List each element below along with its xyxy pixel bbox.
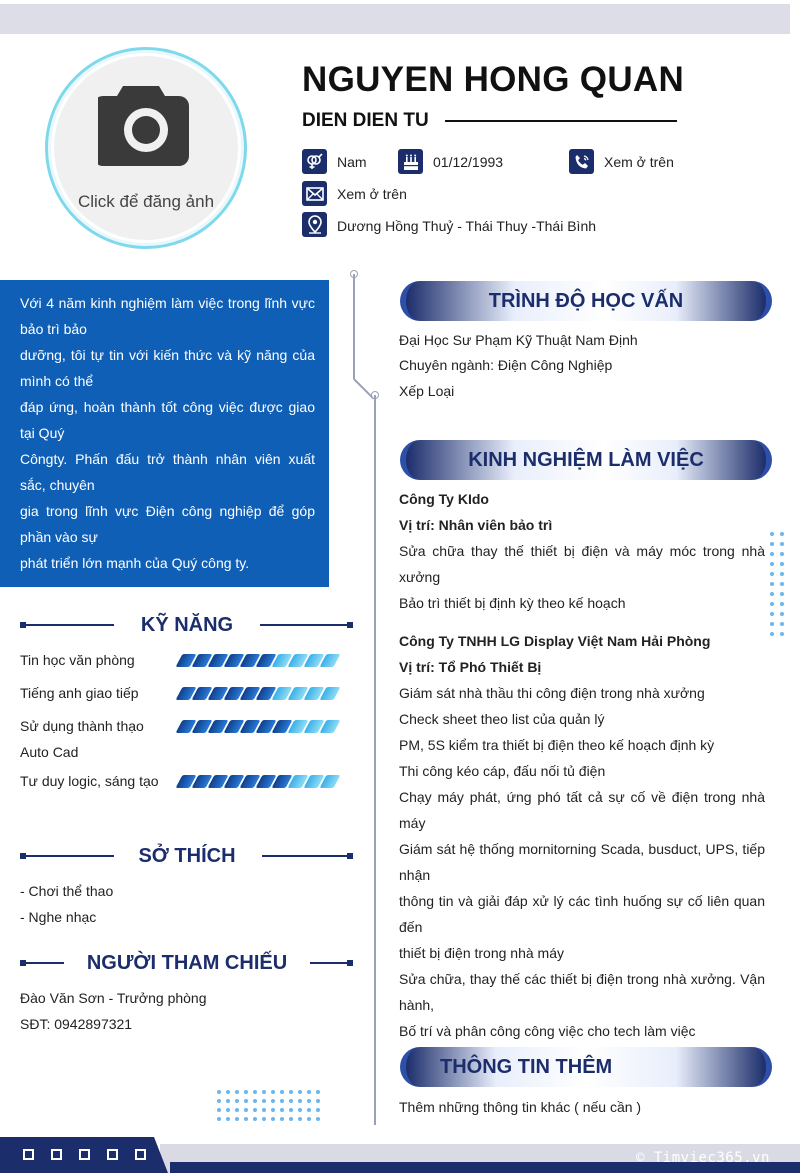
company-name: Công Ty TNHH LG Display Việt Nam Hải Phòng — [399, 633, 711, 649]
career-summary — [0, 280, 329, 587]
skills-heading: KỸ NĂNG — [140, 614, 234, 636]
footer-square-icon — [51, 1149, 62, 1160]
skill-rating-bar — [179, 687, 337, 700]
job-duty: Giám sát hệ thống mornitorning Scada, busduct, UPS, tiếp nhận — [399, 841, 765, 883]
job-duty: Giám sát nhà thầu thi công điện trong nhà xưởng — [399, 685, 705, 701]
education-heading-banner — [400, 281, 772, 321]
job-duty: Bố trí và phân công công việc cho tech làm việc — [399, 1023, 696, 1039]
watermark: © Timviec365.vn — [636, 1150, 770, 1166]
education-line: Chuyên ngành: Điện Công Nghiệp — [399, 357, 613, 373]
job-position: Vị trí: Tổ Phó Thiết Bị — [399, 659, 542, 675]
footer-square-icon — [135, 1149, 146, 1160]
candidate-name: NGUYEN HONG QUAN — [302, 60, 685, 99]
timeline-line — [353, 274, 355, 379]
birthday-cake-icon — [398, 149, 423, 174]
avatar-upload[interactable] — [45, 47, 247, 249]
summary-line: đáp ứng, hoàn thành tốt công việc được giao tại Quý — [20, 399, 315, 441]
email-icon — [302, 181, 327, 206]
job-duty: Sửa chữa, thay thế các thiết bị điện trong nhà xưởng. Vận hành, — [399, 971, 765, 1013]
education-line: Xếp Loại — [399, 383, 455, 399]
job-position: Vị trí: Nhân viên bảo trì — [399, 517, 553, 533]
experience-heading: KINH NGHIỆM LÀM VIỆC — [468, 449, 704, 471]
heading-rule — [24, 962, 64, 964]
hobbies-heading: SỞ THÍCH — [138, 845, 236, 867]
heading-dot — [347, 622, 353, 628]
summary-line: gia trong lĩnh vực Điện công nghiệp để góp phần vào sự — [20, 503, 315, 545]
hobby-item: - Nghe nhạc — [20, 909, 97, 925]
heading-dot — [347, 960, 353, 966]
summary-line: dưỡng, tôi tự tin với kiến thức và kỹ năng của mình có thể — [20, 347, 315, 389]
summary-line: phát triển lớn mạnh của Quý công ty. — [20, 555, 250, 571]
references-heading: NGƯỜI THAM CHIẾU — [86, 952, 288, 974]
extra-heading-banner — [400, 1047, 772, 1087]
email-value: Xem ở trên — [337, 186, 407, 202]
birthday-value: 01/12/1993 — [433, 154, 504, 170]
phone-value: Xem ở trên — [604, 154, 674, 170]
education-line: Đại Học Sư Phạm Kỹ Thuật Nam Định — [399, 332, 638, 348]
skill-rating-bar — [179, 775, 337, 788]
heading-rule — [260, 624, 350, 626]
footer-square-icon — [23, 1149, 34, 1160]
address-value: Dương Hồng Thuỷ - Thái Thuy -Thái Bình — [337, 218, 597, 234]
job-duty: thông tin và giải đáp xử lý các tình huống sự cố liên quan đến — [399, 893, 765, 935]
gender-icon — [302, 149, 327, 174]
job-title: DIEN DIEN TU — [302, 110, 429, 131]
top-band — [0, 4, 790, 34]
timeline-line — [374, 395, 376, 1125]
heading-rule — [24, 624, 114, 626]
camera-icon — [98, 86, 194, 172]
job-duty: Bảo trì thiết bị định kỳ theo kế hoạch — [399, 595, 626, 611]
gender-value: Nam — [337, 154, 367, 170]
summary-line: Côngty. Phấn đấu trở thành nhân viên xuất sắc, chuyên — [20, 451, 315, 493]
summary-line: Với 4 năm kinh nghiệm làm việc trong lĩnh vực bảo trì bảo — [20, 295, 315, 337]
heading-rule — [310, 962, 350, 964]
company-name: Công Ty KIdo — [399, 491, 489, 507]
phone-icon — [569, 149, 594, 174]
job-duty: Sửa chữa thay thế thiết bị điện và máy móc trong nhà xưởng — [399, 543, 765, 585]
job-duty: PM, 5S kiểm tra thiết bị điện theo kế hoạch định kỳ — [399, 737, 715, 753]
skill-name: Tư duy logic, sáng tạo — [20, 773, 159, 789]
skill-name: Sử dụng thành thạo Auto Cad — [20, 718, 144, 760]
job-duty: Check sheet theo list của quản lý — [399, 711, 605, 727]
heading-rule — [262, 855, 350, 857]
education-heading: TRÌNH ĐỘ HỌC VẤN — [488, 290, 684, 312]
skill-name: Tiếng anh giao tiếp — [20, 685, 139, 701]
reference-line: SĐT: 0942897321 — [20, 1016, 133, 1032]
experience-list — [399, 486, 765, 1044]
hobby-item: - Chơi thể thao — [20, 883, 114, 899]
decorative-dot-grid — [217, 1090, 320, 1121]
title-underline — [445, 120, 677, 122]
job-duty: Thi công kéo cáp, đấu nối tủ điện — [399, 763, 606, 779]
location-pin-icon — [302, 212, 327, 237]
experience-heading-banner — [400, 440, 772, 480]
footer-square-icon — [107, 1149, 118, 1160]
extra-info-text: Thêm những thông tin khác ( nếu cần ) — [399, 1099, 642, 1115]
job-duty: Chạy máy phát, ứng phó tất cả sự cố về điện trong nhà máy — [399, 789, 765, 831]
decorative-dot-grid — [770, 532, 784, 636]
upload-photo-label: Click để đăng ảnh — [77, 192, 215, 211]
skill-name: Tin học văn phòng — [20, 652, 135, 668]
extra-heading: THÔNG TIN THÊM — [440, 1056, 613, 1078]
skill-rating-bar — [179, 720, 337, 733]
heading-rule — [24, 855, 114, 857]
heading-dot — [347, 853, 353, 859]
job-duty: thiết bị điện trong nhà máy — [399, 945, 564, 961]
skill-rating-bar — [179, 654, 337, 667]
footer-square-icon — [79, 1149, 90, 1160]
reference-line: Đào Văn Sơn - Trưởng phòng — [20, 990, 207, 1006]
